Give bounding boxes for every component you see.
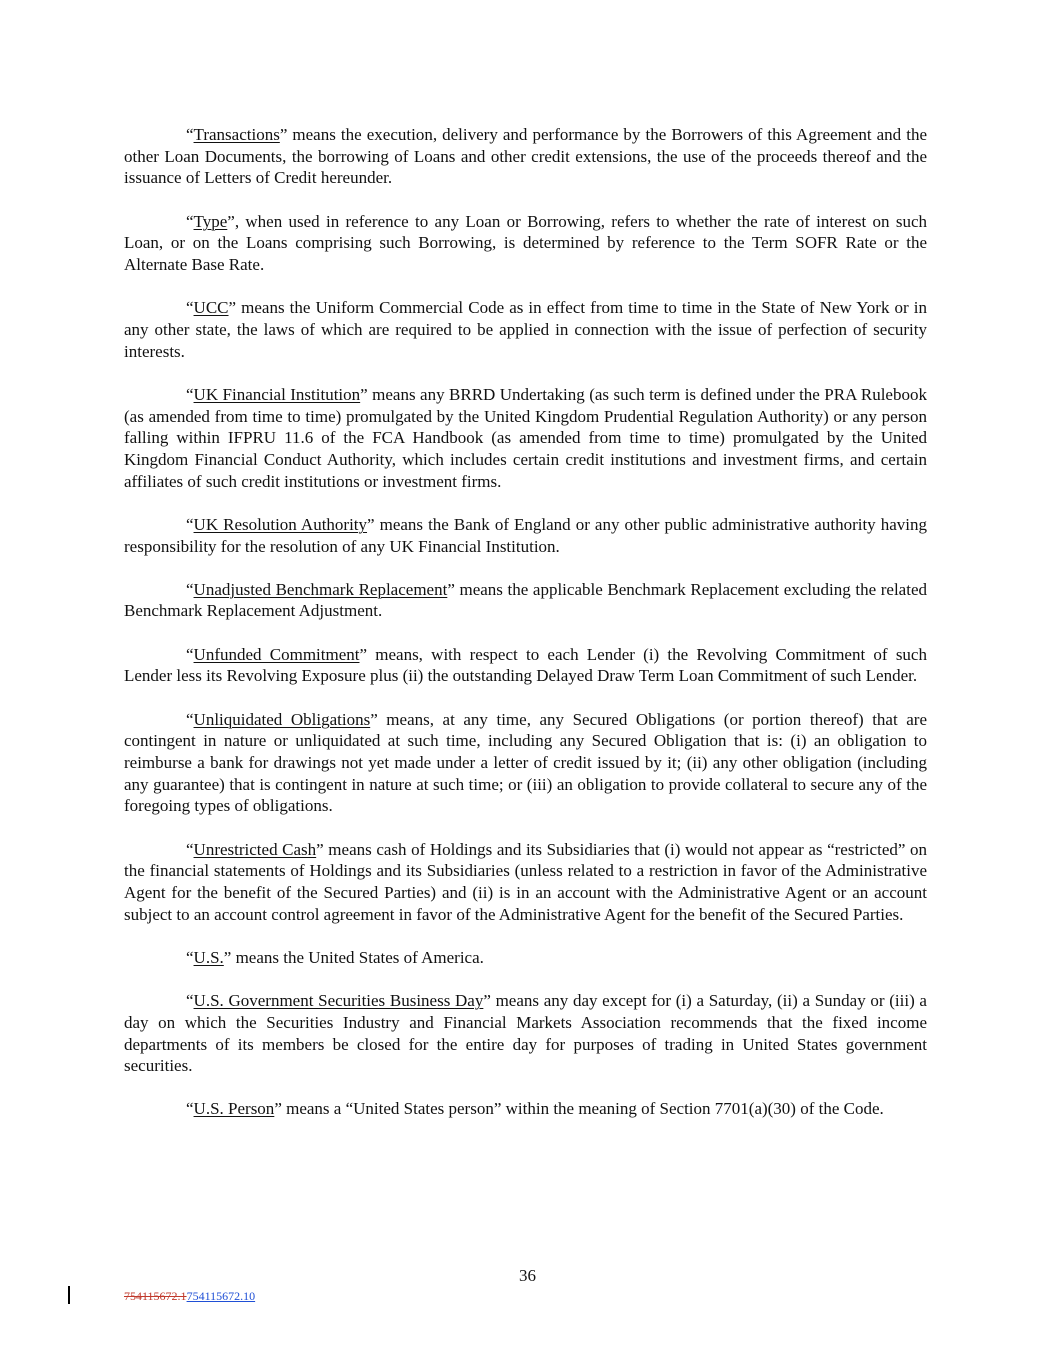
defined-term: Type (193, 211, 228, 231)
defined-term: Unrestricted Cash (193, 839, 317, 859)
definition-uk-financial-institution: “UK Financial Institution” means any BRRD Undertaking (as such term is defined under the PRA Rulebook (as amended from time to time) promulgated by the United Kingdom Prudential Regulation Authority) or any person falling within IFPRU 11.6 of the FCA Handbook (as amended from time to time) promulgated by the United Kingdom Financial Conduct Authority, which includes certain credit institutions and investment firms, and certain affiliates of such credit institutions or investment firms. (124, 384, 927, 491)
definition-type: “Type”, when used in reference to any Loan or Borrowing, refers to whether the rate of interest on such Loan, or on the Loans comprising such Borrowing, is determined by reference to the Term SOFR Rate or the Alternate Base Rate. (124, 211, 927, 275)
defined-term: UK Resolution Authority (193, 514, 368, 534)
defined-term: Unfunded Commitment (193, 644, 360, 664)
defined-term: UK Financial Institution (193, 384, 361, 404)
definition-us-person: “U.S. Person” means a “United States person” within the meaning of Section 7701(a)(30) of the Code. (186, 1099, 884, 1119)
definition-ucc: “UCC” means the Uniform Commercial Code as in effect from time to time in the State of New York or in any other state, the laws of which are required to be applied in connection with the issue of perfection of security interests. (124, 298, 927, 361)
definition-us-government-securities-business-day: “U.S. Government Securities Business Day” means any day except for (i) a Saturday, (ii) a Sunday or (iii) a day on which the Securities Industry and Financial Markets Association recommends that the fixed income departments of its members be closed for the entire day for purposes of trading in United States government securities. (124, 991, 927, 1076)
defined-term: Transactions (193, 125, 280, 144)
defined-term: U.S. (193, 947, 224, 967)
defined-term: Unliquidated Obligations (193, 709, 371, 729)
document-id-deleted: 754115672.1 (124, 1289, 187, 1303)
document-body (124, 124, 927, 1142)
definition-uk-resolution-authority: “UK Resolution Authority” means the Bank of England or any other public administrative authority having responsibility for the resolution of any UK Financial Institution. (124, 514, 927, 556)
definition-us: “U.S.” means the United States of America. (186, 947, 484, 967)
document-id-inserted: 754115672.10 (186, 1289, 256, 1303)
revision-change-bar (68, 1286, 70, 1304)
definition-transactions: “Transactions” means the execution, delivery and performance by the Borrowers of this Agreement and the other Loan Documents, the borrowing of Loans and other credit extensions, the use of the proceeds thereof and the issuance of Letters of Credit hereunder. (124, 125, 927, 188)
definition-unfunded-commitment: “Unfunded Commitment” means, with respect to each Lender (i) the Revolving Commitment of such Lender less its Revolving Exposure plus (ii) the outstanding Delayed Draw Term Loan Commitment of such Lender. (124, 644, 927, 686)
document-id (124, 1289, 255, 1304)
defined-term: Unadjusted Benchmark Replacement (193, 579, 448, 599)
definition-unliquidated-obligations: “Unliquidated Obligations” means, at any time, any Secured Obligations (or portion thereof) that are contingent in nature or unliquidated at such time, including any Secured Obligation that is: (i) an obligation to reimburse a bank for drawings not yet made under a letter of credit issued by it; (ii) any other obligation (including any guarantee) that is contingent in nature at such time; or (iii) an obligation to provide collateral to secure any of the foregoing types of obligations. (124, 709, 927, 816)
defined-term: U.S. Person (193, 1099, 275, 1119)
defined-term: UCC (193, 298, 229, 318)
definition-unadjusted-benchmark-replacement: “Unadjusted Benchmark Replacement” means the applicable Benchmark Replacement excluding the related Benchmark Replacement Adjustment. (124, 579, 927, 621)
defined-term: U.S. Government Securities Business Day (193, 991, 484, 1011)
definition-unrestricted-cash: “Unrestricted Cash” means cash of Holdings and its Subsidiaries that (i) would not appear as “restricted” on the financial statements of Holdings and its Subsidiaries (unless related to a restriction in favor of the Administrative Agent for the benefit of the Secured Parties) and (ii) is in an account with the Administrative Agent or an account subject to an account control agreement in favor of the Administrative Agent for the benefit of the Secured Parties. (124, 839, 927, 924)
page-number: 36 (519, 1266, 536, 1285)
